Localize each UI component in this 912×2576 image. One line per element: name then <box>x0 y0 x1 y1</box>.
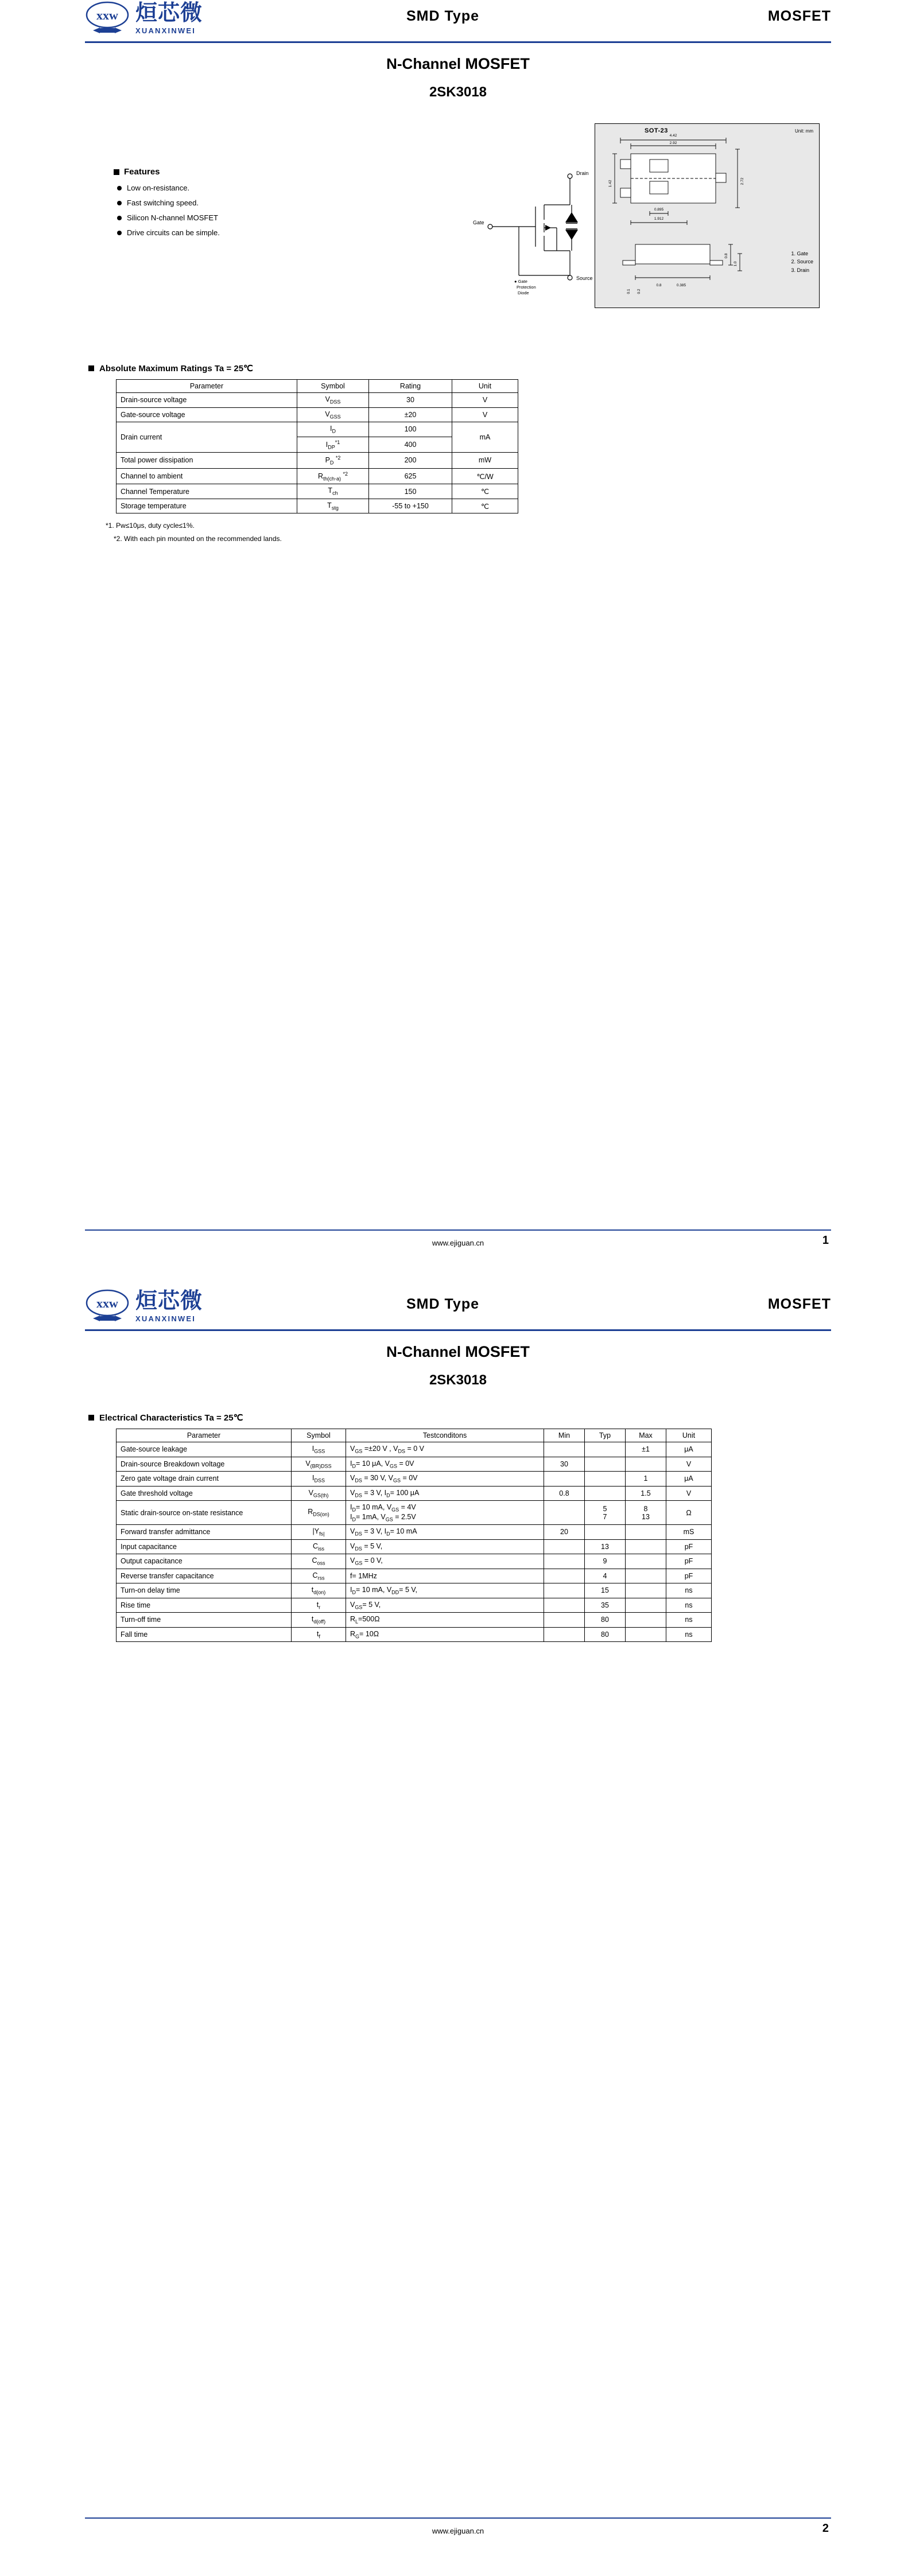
svg-text:0.895: 0.895 <box>654 208 664 212</box>
table-row <box>117 499 518 513</box>
footer-url[interactable]: www.ejiguan.cn <box>432 2527 484 2535</box>
svg-text:0.385: 0.385 <box>676 283 686 287</box>
testcondition-cell: $V_{GS} = 0$ V, <box>346 1554 544 1569</box>
list-item <box>114 213 303 222</box>
features-and-diagrams <box>85 118 831 359</box>
svg-text:xxw: xxw <box>96 8 118 22</box>
doc-title-prefix: N-Channel <box>386 55 465 72</box>
table-row <box>117 1627 712 1642</box>
testcondition-cell: f= 1MHz <box>346 1569 544 1583</box>
svg-text:xxw: xxw <box>96 1296 118 1310</box>
feature-text: Fast switching speed. <box>127 199 199 207</box>
param-cell: Gate-source voltage <box>117 407 297 422</box>
features-heading <box>114 167 303 177</box>
pin-1: 1. Gate <box>791 250 808 256</box>
unit-cell: ℃ <box>452 499 518 513</box>
param-cell: Drain-source Breakdown voltage <box>117 1457 292 1472</box>
header-type-label: SMD Type <box>406 1296 479 1312</box>
absolute-ratings-heading <box>85 363 831 373</box>
param-cell: Drain current <box>117 422 297 453</box>
electrical-characteristics-table <box>116 1429 712 1642</box>
page-number: 1 <box>822 1234 829 1247</box>
symbol-cell: $R_{th(ch-a)}$ $^{*2}$ <box>297 468 369 484</box>
typ-cell: 15 <box>585 1583 626 1598</box>
symbol-cell: $V_{DSS}$ <box>297 393 369 408</box>
min-cell <box>544 1569 585 1583</box>
header-divider <box>85 1329 831 1331</box>
page-header <box>85 0 831 47</box>
max-cell: 1.5 <box>626 1486 666 1501</box>
header-family-label: MOSFET <box>767 8 831 24</box>
param-cell: Channel to ambient <box>117 468 297 484</box>
max-cell: 1 <box>626 1472 666 1487</box>
features-block <box>114 167 303 243</box>
table-row <box>117 1554 712 1569</box>
package-outline-drawing <box>595 123 820 308</box>
testcondition-cell: $V_{GS} =\pm 20$ V , $V_{DS} = 0$ V <box>346 1442 544 1457</box>
list-item <box>114 228 303 237</box>
doc-title-suffix: MOSFET <box>465 55 530 72</box>
pin-2: 2. Source <box>791 259 813 265</box>
param-cell: Gate threshold voltage <box>117 1486 292 1501</box>
company-logo <box>85 0 203 36</box>
unit-cell: ns <box>666 1583 712 1598</box>
bullet-dot-icon <box>117 186 122 190</box>
param-cell: Channel Temperature <box>117 484 297 499</box>
min-cell <box>544 1598 585 1613</box>
col-unit: Unit <box>666 1429 712 1442</box>
testcondition-cell: $V_{DS} = 3$ V, $I_D= 10$ mA <box>346 1525 544 1540</box>
col-rating: Rating <box>369 380 452 393</box>
svg-text:Diode: Diode <box>518 290 529 295</box>
param-cell: Gate-source leakage <box>117 1442 292 1457</box>
table-row <box>117 1525 712 1540</box>
col-testconditions: Testconditons <box>346 1429 544 1442</box>
electrical-characteristics-heading-text: Electrical Characteristics Ta = 25℃ <box>99 1413 243 1423</box>
param-cell: Fall time <box>117 1627 292 1642</box>
symbol-cell: $T_{stg}$ <box>297 499 369 513</box>
min-cell <box>544 1472 585 1487</box>
testcondition-cell: $V_{DS} = 3$ V, $I_D= 100$ μA <box>346 1486 544 1501</box>
min-cell: 30 <box>544 1457 585 1472</box>
unit-cell: ℃/W <box>452 468 518 484</box>
doc-title-prefix: N-Channel <box>386 1343 465 1360</box>
bullet-square-icon <box>88 365 94 371</box>
param-cell: Drain-source voltage <box>117 393 297 408</box>
typ-cell <box>585 1442 626 1457</box>
table-row <box>117 1613 712 1628</box>
symbol-cell: $C_{oss}$ <box>292 1554 346 1569</box>
features-list <box>114 184 303 237</box>
testcondition-cell: $I_D= 10$ mA, $V_{GS} = 4V$ $I_D= 1mA$, $V_{GS} = 2.5V$ <box>346 1501 544 1525</box>
svg-text:1.912: 1.912 <box>654 217 664 221</box>
table-header-row <box>117 1429 712 1442</box>
unit-cell: ns <box>666 1598 712 1613</box>
symbol-cell: $V_{(BR)DSS}$ <box>292 1457 346 1472</box>
max-cell: 8 13 <box>626 1501 666 1525</box>
max-cell <box>626 1583 666 1598</box>
min-cell: 0.8 <box>544 1486 585 1501</box>
symbol-cell: $I_{GSS}$ <box>292 1442 346 1457</box>
table-row <box>117 453 518 469</box>
rating-cell: 200 <box>369 453 452 469</box>
gate-label: Gate <box>473 220 484 225</box>
doc-title <box>85 55 831 73</box>
col-min: Min <box>544 1429 585 1442</box>
package-title: SOT-23 <box>645 127 668 134</box>
typ-cell <box>585 1472 626 1487</box>
rating-cell: 30 <box>369 393 452 408</box>
logo-english-name: XUANXINWEI <box>135 26 196 35</box>
col-max: Max <box>626 1429 666 1442</box>
rating-cell: 100 <box>369 422 452 437</box>
rating-cell: 625 <box>369 468 452 484</box>
testcondition-cell: $V_{DS} = 5$ V, <box>346 1539 544 1554</box>
svg-text:0.8: 0.8 <box>724 253 728 259</box>
min-cell <box>544 1583 585 1598</box>
rating-cell: ±20 <box>369 407 452 422</box>
param-cell: Turn-on delay time <box>117 1583 292 1598</box>
max-cell <box>626 1525 666 1540</box>
svg-text:4.42: 4.42 <box>669 134 677 138</box>
note-2: *2. With each pin mounted on the recommended lands. <box>114 535 282 543</box>
min-cell: 20 <box>544 1525 585 1540</box>
typ-cell: 4 <box>585 1569 626 1583</box>
testcondition-cell: $V_{DS} = 30$ V, $V_{GS} = 0V$ <box>346 1472 544 1487</box>
typ-cell <box>585 1525 626 1540</box>
symbol-cell: $I_{DP}^{*1}$ <box>297 437 369 453</box>
unit-cell: Ω <box>666 1501 712 1525</box>
param-cell: Reverse transfer capacitance <box>117 1569 292 1583</box>
testcondition-cell: $R_G= 10\Omega$ <box>346 1627 544 1642</box>
col-parameter: Parameter <box>117 380 297 393</box>
feature-text: Drive circuits can be simple. <box>127 228 220 237</box>
source-label: Source <box>576 275 593 281</box>
unit-cell: μA <box>666 1442 712 1457</box>
header-divider <box>85 41 831 43</box>
symbol-cell: $C_{iss}$ <box>292 1539 346 1554</box>
min-cell <box>544 1539 585 1554</box>
table-notes <box>85 519 831 546</box>
col-typ: Typ <box>585 1429 626 1442</box>
typ-cell: 80 <box>585 1627 626 1642</box>
logo-chinese-name: 烜芯微 <box>135 0 203 25</box>
absolute-ratings-heading-text: Absolute Maximum Ratings Ta = 25℃ <box>99 364 253 373</box>
unit-cell: V <box>666 1457 712 1472</box>
table-row <box>117 1569 712 1583</box>
max-cell <box>626 1457 666 1472</box>
param-cell: Storage temperature <box>117 499 297 513</box>
symbol-cell: $I_{DSS}$ <box>292 1472 346 1487</box>
typ-cell: 9 <box>585 1554 626 1569</box>
unit-cell: ℃ <box>452 484 518 499</box>
min-cell <box>544 1501 585 1525</box>
circuit-schematic-diagram <box>406 152 619 324</box>
pin-3: 3. Drain <box>791 267 809 273</box>
max-cell: ±1 <box>626 1442 666 1457</box>
part-number: 2SK3018 <box>429 1372 487 1388</box>
symbol-cell: $V_{GSS}$ <box>297 407 369 422</box>
part-number: 2SK3018 <box>429 84 487 100</box>
svg-text:2.72: 2.72 <box>740 177 744 185</box>
table-row <box>117 1598 712 1613</box>
table-row <box>117 1539 712 1554</box>
features-heading-text: Features <box>124 167 160 177</box>
svg-text:1.0: 1.0 <box>734 261 738 267</box>
symbol-cell: $T_{ch}$ <box>297 484 369 499</box>
page-2 <box>0 1288 912 2576</box>
table-row <box>117 468 518 484</box>
param-cell: Input capacitance <box>117 1539 292 1554</box>
svg-text:0.8: 0.8 <box>656 283 662 287</box>
unit-cell: V <box>452 393 518 408</box>
typ-cell: 35 <box>585 1598 626 1613</box>
unit-cell: pF <box>666 1539 712 1554</box>
table-row <box>117 1472 712 1487</box>
svg-text:Protection: Protection <box>517 285 536 290</box>
unit-cell: μA <box>666 1472 712 1487</box>
min-cell <box>544 1554 585 1569</box>
table-row <box>117 1501 712 1525</box>
table-header-row <box>117 380 518 393</box>
header-type-label: SMD Type <box>406 8 479 24</box>
typ-cell <box>585 1457 626 1472</box>
bullet-dot-icon <box>117 201 122 205</box>
param-cell: Turn-off time <box>117 1613 292 1628</box>
xxw-logo-icon <box>85 0 130 36</box>
absolute-maximum-ratings-table <box>116 379 518 513</box>
list-item <box>114 199 303 207</box>
table-row <box>117 407 518 422</box>
table-row <box>117 1583 712 1598</box>
typ-cell <box>585 1486 626 1501</box>
max-cell <box>626 1627 666 1642</box>
max-cell <box>626 1613 666 1628</box>
rating-cell: 400 <box>369 437 452 453</box>
testcondition-cell: $V_{GS}= 5$ V, <box>346 1598 544 1613</box>
typ-cell: 80 <box>585 1613 626 1628</box>
symbol-cell: $V_{GS(th)}$ <box>292 1486 346 1501</box>
svg-text:2.92: 2.92 <box>669 141 677 145</box>
table-row <box>117 1486 712 1501</box>
footer-url[interactable]: www.ejiguan.cn <box>432 1239 484 1247</box>
unit-cell: mS <box>666 1525 712 1540</box>
feature-text: Silicon N-channel MOSFET <box>127 213 218 222</box>
unit-cell: pF <box>666 1569 712 1583</box>
rating-cell: 150 <box>369 484 452 499</box>
svg-text:0.1: 0.1 <box>627 289 631 294</box>
bullet-dot-icon <box>117 216 122 220</box>
list-item <box>114 184 303 192</box>
bullet-dot-icon <box>117 231 122 235</box>
col-symbol: Symbol <box>297 380 369 393</box>
symbol-cell: $C_{rss}$ <box>292 1569 346 1583</box>
table-row <box>117 1457 712 1472</box>
note-1: *1. Pw≤10μs, duty cycle≤1%. <box>106 522 195 530</box>
unit-cell: ns <box>666 1613 712 1628</box>
electrical-characteristics-heading <box>85 1412 831 1423</box>
testcondition-cell: $I_D= 10$ μA, $V_{GS} = 0V$ <box>346 1457 544 1472</box>
symbol-cell: $P_D$ $^{*2}$ <box>297 453 369 469</box>
svg-text:● Gate: ● Gate <box>514 279 527 284</box>
param-cell: Rise time <box>117 1598 292 1613</box>
symbol-cell: $t_f$ <box>292 1627 346 1642</box>
max-cell <box>626 1569 666 1583</box>
table-row <box>117 1442 712 1457</box>
col-symbol: Symbol <box>292 1429 346 1442</box>
min-cell <box>544 1613 585 1628</box>
page-header <box>85 1288 831 1335</box>
page-number: 2 <box>822 2522 829 2535</box>
unit-cell: pF <box>666 1554 712 1569</box>
doc-title <box>85 1343 831 1361</box>
page-footer <box>85 1229 831 1254</box>
param-cell: Zero gate voltage drain current <box>117 1472 292 1487</box>
table-row <box>117 393 518 408</box>
max-cell <box>626 1598 666 1613</box>
typ-cell: 5 7 <box>585 1501 626 1525</box>
symbol-cell: $t_r$ <box>292 1598 346 1613</box>
col-unit: Unit <box>452 380 518 393</box>
symbol-cell: $t_{d(on)}$ <box>292 1583 346 1598</box>
testcondition-cell: $I_D= 10$ mA, $V_{DD}= 5$ V, <box>346 1583 544 1598</box>
bullet-square-icon <box>88 1415 94 1421</box>
unit-cell: ns <box>666 1627 712 1642</box>
unit-cell: V <box>452 407 518 422</box>
typ-cell: 13 <box>585 1539 626 1554</box>
company-logo <box>85 1288 203 1324</box>
bullet-square-icon <box>114 169 119 175</box>
drain-label: Drain <box>576 170 589 176</box>
min-cell <box>544 1442 585 1457</box>
table-row <box>117 484 518 499</box>
symbol-cell: $t_{d(off)}$ <box>292 1613 346 1628</box>
doc-title-suffix: MOSFET <box>465 1343 530 1360</box>
param-cell: Static drain-source on-state resistance <box>117 1501 292 1525</box>
symbol-cell: $I_D$ <box>297 422 369 437</box>
logo-english-name: XUANXINWEI <box>135 1314 196 1323</box>
page-footer <box>85 2517 831 2542</box>
param-cell: Total power dissipation <box>117 453 297 469</box>
max-cell <box>626 1554 666 1569</box>
logo-chinese-name: 烜芯微 <box>135 1288 203 1313</box>
testcondition-cell: $R_L=500\Omega$ <box>346 1613 544 1628</box>
svg-text:0.2: 0.2 <box>637 289 641 294</box>
max-cell <box>626 1539 666 1554</box>
min-cell <box>544 1627 585 1642</box>
header-family-label: MOSFET <box>767 1296 831 1312</box>
package-unit-label: Unit: mm <box>795 129 813 134</box>
unit-cell: V <box>666 1486 712 1501</box>
param-cell: Forward transfer admittance <box>117 1525 292 1540</box>
feature-text: Low on-resistance. <box>127 184 190 192</box>
xxw-logo-icon <box>85 1288 130 1324</box>
unit-cell: mW <box>452 453 518 469</box>
pin-list <box>791 250 813 274</box>
svg-text:1.42: 1.42 <box>608 180 612 188</box>
col-parameter: Parameter <box>117 1429 292 1442</box>
rating-cell: -55 to +150 <box>369 499 452 513</box>
param-cell: Output capacitance <box>117 1554 292 1569</box>
symbol-cell: $R_{DS(on)}$ <box>292 1501 346 1525</box>
table-row <box>117 422 518 437</box>
symbol-cell: $|Y_{fs|}$ <box>292 1525 346 1540</box>
unit-cell: mA <box>452 422 518 453</box>
